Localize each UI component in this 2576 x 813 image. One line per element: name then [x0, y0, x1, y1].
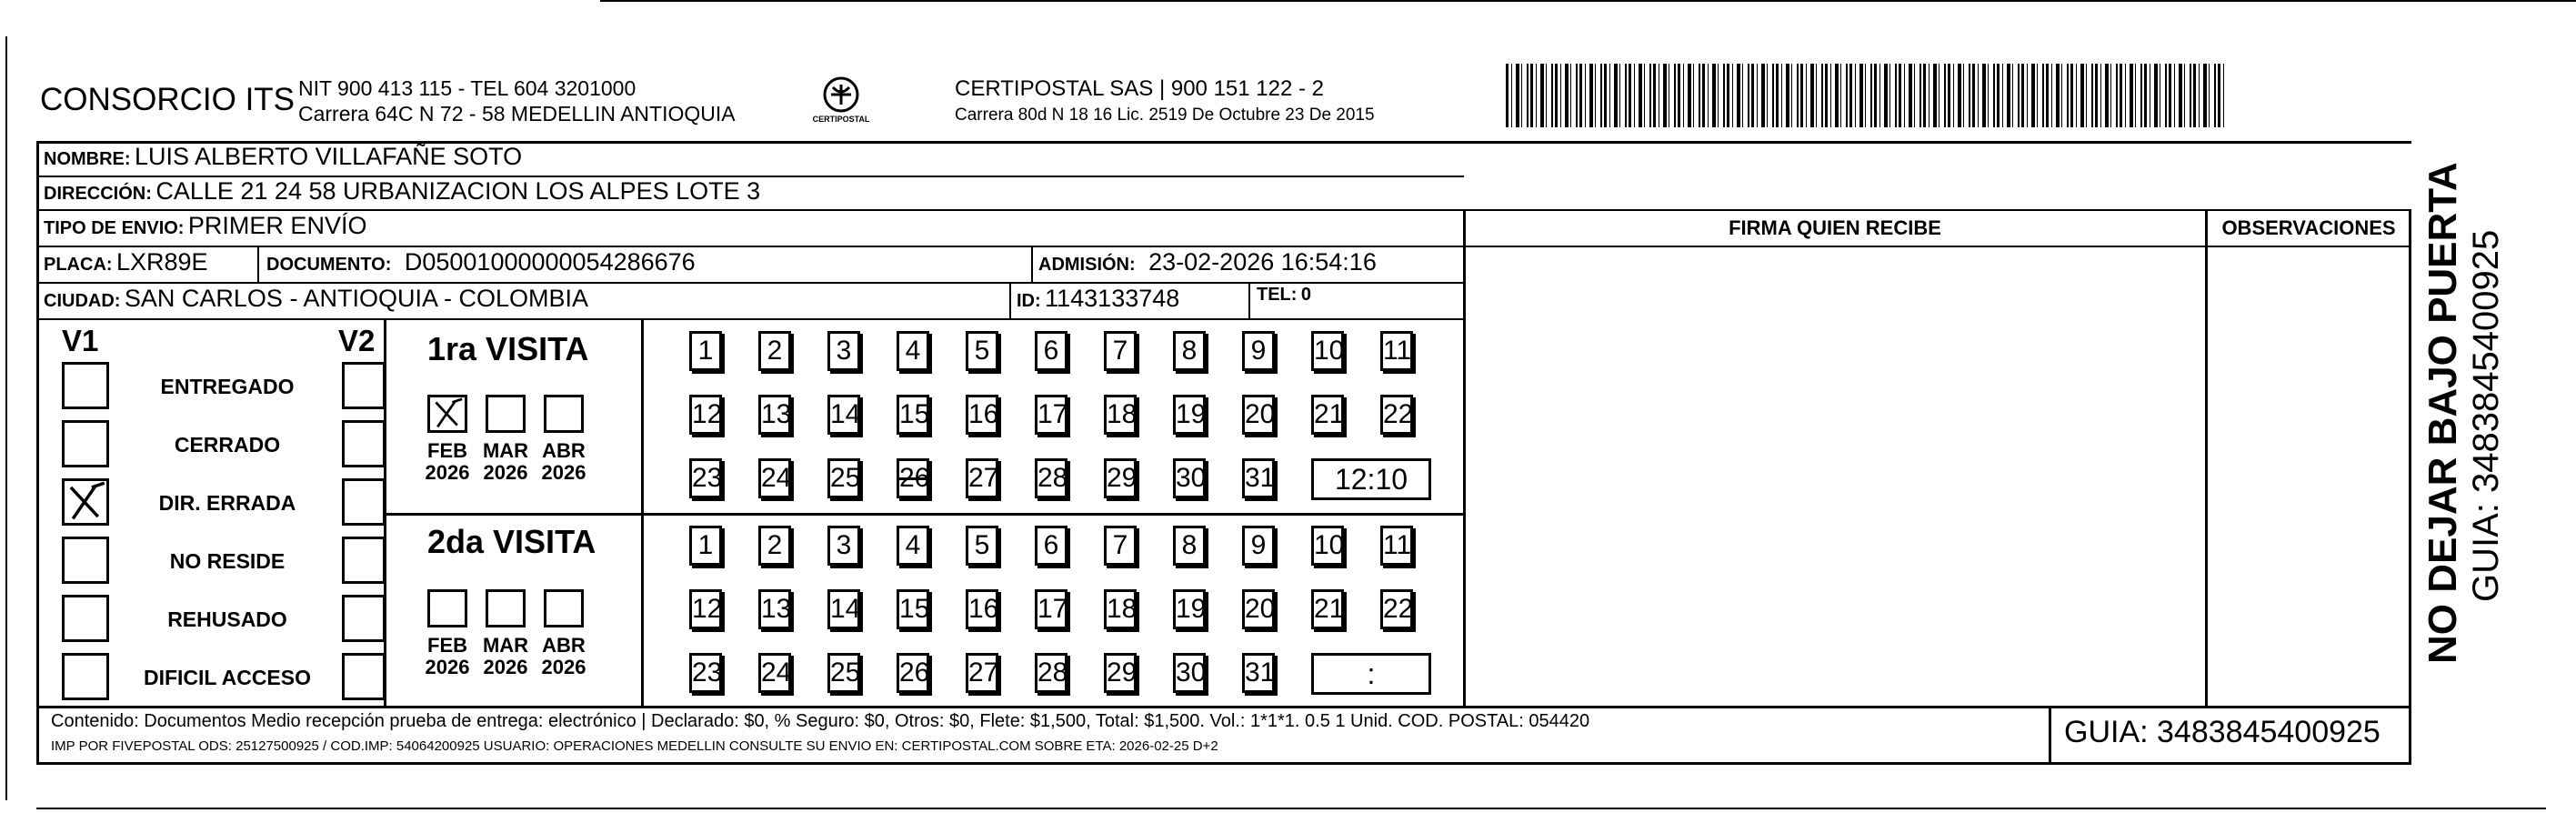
month-checkbox[interactable] — [486, 395, 526, 433]
day-cell[interactable]: 30 — [1173, 458, 1206, 498]
nombre-row — [44, 143, 522, 171]
day-cell[interactable]: 10 — [1311, 526, 1344, 566]
tel-cell — [1257, 285, 1311, 306]
day-cell[interactable]: 11 — [1380, 331, 1413, 371]
day-cell[interactable]: 1 — [689, 331, 722, 371]
scan-bottom-edge — [36, 808, 2546, 809]
day-cell[interactable]: 20 — [1242, 395, 1275, 435]
ciudad-label: CIUDAD: — [44, 291, 121, 311]
shipment-barcode — [1506, 64, 2224, 127]
month-label — [420, 440, 475, 484]
status-label: REHUSADO — [167, 607, 287, 631]
day-cell[interactable]: 1 — [689, 526, 722, 566]
month-label — [420, 635, 475, 678]
visit1-title: 1ra VISITA — [427, 330, 589, 367]
check-mark-icon — [430, 397, 465, 430]
month-year: 2026 — [483, 656, 528, 678]
day-cell[interactable]: 8 — [1173, 331, 1206, 371]
side-guia: GUIA: 3483845400925 — [2466, 229, 2506, 602]
direccion-value: CALLE 21 24 58 URBANIZACION LOS ALPES LOTE 3 — [155, 177, 761, 205]
v1-header: V1 — [62, 324, 99, 357]
id-divider — [1009, 282, 1011, 318]
documento-label: DOCUMENTO: — [266, 255, 392, 275]
day-cell[interactable]: 10 — [1311, 331, 1344, 371]
day-cell[interactable]: 24 — [758, 458, 791, 498]
day-cell[interactable]: 22 — [1380, 395, 1413, 435]
day-cell[interactable]: 5 — [966, 331, 998, 371]
day-cell[interactable]: 31 — [1242, 653, 1275, 693]
month-name: FEB — [427, 634, 467, 657]
day-cell[interactable]: 9 — [1242, 331, 1275, 371]
day-cell[interactable]: 18 — [1104, 395, 1137, 435]
month-name: MAR — [482, 634, 529, 657]
id-label: ID: — [1017, 291, 1041, 311]
day-cell[interactable]: 16 — [966, 589, 998, 629]
carrier-name: CERTIPOSTAL SAS | 900 151 122 - 2 — [955, 76, 1324, 101]
day-cell[interactable]: 8 — [1173, 526, 1206, 566]
observaciones-area[interactable] — [2208, 247, 2408, 706]
day-cell[interactable]: 7 — [1104, 526, 1137, 566]
company-nit: NIT 900 413 115 - TEL 604 3201000 — [298, 76, 636, 100]
day-cell[interactable]: 19 — [1173, 395, 1206, 435]
month-label — [478, 440, 533, 484]
month-checkbox[interactable] — [486, 589, 526, 627]
month-label — [536, 440, 591, 484]
day-cell[interactable]: 29 — [1104, 458, 1137, 498]
direccion-label: DIRECCIÓN: — [44, 184, 152, 204]
day-cell[interactable]: 21 — [1311, 395, 1344, 435]
tel-label: TEL: — [1257, 285, 1298, 305]
ciudad-value: SAN CARLOS - ANTIOQUIA - COLOMBIA — [124, 285, 588, 312]
day-cell[interactable]: 3 — [827, 526, 860, 566]
v2-checkbox[interactable] — [342, 653, 386, 700]
day-cell[interactable]: 28 — [1035, 653, 1067, 693]
documento-value: D05001000000054286676 — [404, 248, 696, 276]
status-label: ENTREGADO — [160, 375, 295, 398]
day-cell[interactable]: 14 — [827, 395, 860, 435]
month-name: ABR — [542, 439, 586, 462]
status-label: DIR. ERRADA — [158, 491, 296, 515]
day-cell[interactable]: 30 — [1173, 653, 1206, 693]
day-cell[interactable]: 3 — [827, 331, 860, 371]
month-label — [536, 635, 591, 678]
nombre-label: NOMBRE: — [44, 149, 131, 169]
day-cell[interactable]: 13 — [758, 395, 791, 435]
month-name: ABR — [542, 634, 586, 657]
day-cell[interactable]: 23 — [689, 458, 722, 498]
day-cell[interactable]: 2 — [758, 526, 791, 566]
month-year: 2026 — [425, 656, 470, 678]
day-cell[interactable]: 20 — [1242, 589, 1275, 629]
visit2-title: 2da VISITA — [427, 523, 596, 560]
id-value: 1143133748 — [1045, 285, 1180, 312]
row-line-5 — [36, 318, 1464, 320]
day-cell[interactable]: 26 — [897, 653, 929, 693]
month-name: FEB — [427, 439, 467, 462]
time-field[interactable]: 12:10 — [1311, 458, 1431, 500]
admision-divider — [1031, 246, 1033, 282]
day-cell[interactable]: 15 — [897, 395, 929, 435]
v2-checkbox[interactable] — [342, 420, 386, 467]
footer-guia: GUIA: 3483845400925 — [2064, 715, 2381, 749]
day-cell[interactable]: 12 — [689, 589, 722, 629]
form-right-border — [2409, 209, 2411, 764]
day-cell[interactable]: 12 — [689, 395, 722, 435]
check-mark-icon — [65, 481, 106, 523]
tipo-label: TIPO DE ENVIO: — [44, 218, 185, 238]
month-year: 2026 — [483, 461, 528, 484]
v2-checkbox[interactable] — [342, 595, 386, 642]
side-notice: NO DEJAR BAJO PUERTA — [2421, 162, 2465, 664]
v1-checkbox[interactable] — [62, 478, 109, 526]
placa-label: PLACA: — [44, 255, 113, 275]
firma-area[interactable] — [1466, 247, 2204, 706]
direccion-row — [44, 177, 760, 206]
month-year: 2026 — [541, 461, 586, 484]
day-cell[interactable]: 5 — [966, 526, 998, 566]
v1-checkbox[interactable] — [62, 595, 109, 642]
ciudad-cell — [44, 285, 588, 313]
placa-divider — [257, 246, 259, 282]
status-label: DIFICIL ACCESO — [143, 666, 311, 689]
day-cell[interactable]: 19 — [1173, 589, 1206, 629]
day-cell[interactable]: 16 — [966, 395, 998, 435]
footer-top-line — [36, 706, 2411, 708]
visit-split-line — [384, 513, 1464, 516]
day-cell[interactable]: 17 — [1035, 589, 1067, 629]
day-cell[interactable]: 27 — [966, 458, 998, 498]
day-cell[interactable]: 25 — [827, 458, 860, 498]
v2-checkbox[interactable] — [342, 362, 386, 409]
logo-text: CERTIPOSTAL — [812, 115, 870, 124]
day-cell[interactable]: 24 — [758, 653, 791, 693]
v1-checkbox[interactable] — [62, 362, 109, 409]
tel-divider — [1248, 282, 1250, 318]
certipostal-logo — [809, 69, 873, 133]
company-name: CONSORCIO ITS — [40, 82, 296, 117]
month-year: 2026 — [425, 461, 470, 484]
day-cell[interactable]: 4 — [897, 331, 929, 371]
day-cell[interactable]: 23 — [689, 653, 722, 693]
admision-cell — [1038, 248, 1377, 276]
day-cell[interactable]: 6 — [1035, 331, 1067, 371]
day-cell[interactable]: 6 — [1035, 526, 1067, 566]
nombre-value: LUIS ALBERTO VILLAFAÑE SOTO — [135, 143, 523, 170]
company-address: Carrera 64C N 72 - 58 MEDELLIN ANTIOQUIA — [298, 102, 736, 125]
v1-checkbox[interactable] — [62, 537, 109, 584]
v1-checkbox[interactable] — [62, 420, 109, 467]
observaciones-header: OBSERVACIONES — [2221, 216, 2396, 239]
month-year: 2026 — [541, 656, 586, 678]
month-checkbox[interactable] — [427, 589, 467, 627]
month-checkbox[interactable] — [427, 395, 467, 433]
id-cell — [1017, 285, 1179, 313]
day-cell[interactable]: 15 — [897, 589, 929, 629]
admision-label: ADMISIÓN: — [1038, 255, 1136, 275]
day-cell[interactable]: 9 — [1242, 526, 1275, 566]
day-cell[interactable]: 17 — [1035, 395, 1067, 435]
placa-value: LXR89E — [116, 248, 208, 276]
day-cell[interactable]: 11 — [1380, 526, 1413, 566]
scan-top-edge — [600, 0, 2576, 2]
tel-value: 0 — [1300, 285, 1312, 305]
day-cell[interactable]: 31 — [1242, 458, 1275, 498]
carrier-address: Carrera 80d N 18 16 Lic. 2519 De Octubre 23 De 2015 — [955, 105, 1375, 125]
status-label: CERRADO — [174, 433, 281, 457]
day-cell[interactable]: 21 — [1311, 589, 1344, 629]
day-cell[interactable]: 25 — [827, 653, 860, 693]
tipo-value: PRIMER ENVÍO — [187, 212, 367, 239]
day-cell[interactable]: 13 — [758, 589, 791, 629]
v1-checkbox[interactable] — [62, 653, 109, 700]
month-label — [478, 635, 533, 678]
day-cell[interactable]: 29 — [1104, 653, 1137, 693]
day-cell[interactable]: 28 — [1035, 458, 1067, 498]
v2-header: V2 — [338, 324, 376, 357]
status-label: NO RESIDE — [169, 549, 286, 573]
tipo-row — [44, 212, 366, 240]
row-line-3 — [36, 246, 1464, 247]
form-bottom-border — [36, 762, 2411, 765]
admision-value: 23-02-2026 16:54:16 — [1148, 248, 1377, 276]
day-cell[interactable]: 22 — [1380, 589, 1413, 629]
month-checkbox[interactable] — [544, 395, 584, 433]
month-name: MAR — [482, 439, 529, 462]
footer-print-info: IMP POR FIVEPOSTAL ODS: 25127500925 / COD.IMP: 54064200925 USUARIO: OPERACIONES MEDELLIN CONSULTE SU ENVIO EN: CERTIPOSTAL.COM SOBRE ETA: 2026-02-25 D+2 — [51, 738, 1218, 754]
v2-checkbox[interactable] — [342, 478, 386, 526]
row-line-2 — [36, 209, 2411, 211]
placa-cell — [44, 248, 208, 276]
firma-header: FIRMA QUIEN RECIBE — [1729, 216, 1941, 239]
day-cell[interactable]: 26 — [897, 458, 929, 498]
v2-checkbox[interactable] — [342, 537, 386, 584]
day-cell[interactable]: 4 — [897, 526, 929, 566]
guia-box-divider — [2049, 706, 2051, 764]
day-cell[interactable]: 18 — [1104, 589, 1137, 629]
documento-cell — [266, 248, 696, 276]
month-checkbox[interactable] — [544, 589, 584, 627]
scan-left-edge — [5, 36, 7, 800]
day-cell[interactable]: 2 — [758, 331, 791, 371]
footer-content: Contenido: Documentos Medio recepción prueba de entrega: electrónico | Declarado: $0, % Seguro: $0, Otros: $0, Flete: $1,500, Total: $1,500. Vol.: 1*1*1. 0.5 1 Unid. COD. POSTAL: 054420 — [51, 711, 1590, 731]
day-cell[interactable]: 14 — [827, 589, 860, 629]
day-cell[interactable]: 7 — [1104, 331, 1137, 371]
form-left-border — [36, 141, 39, 764]
day-cell[interactable]: 27 — [966, 653, 998, 693]
time-field[interactable]: : — [1311, 653, 1431, 695]
